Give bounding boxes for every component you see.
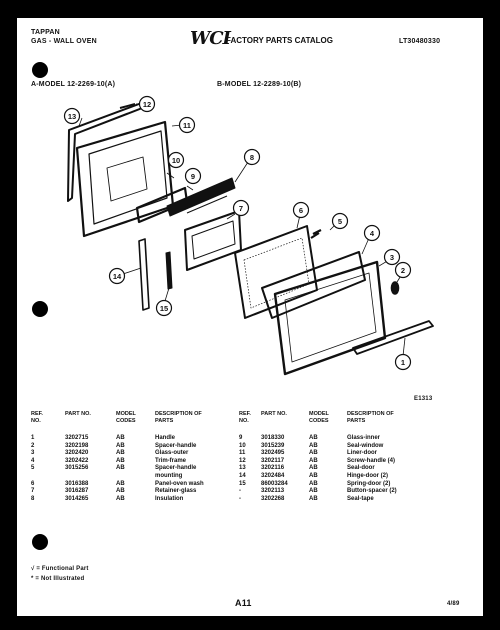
header-part-no-left: PART NO. [65,411,91,417]
catalog-title: FACTORY PARTS CATALOG [226,36,333,45]
table-cell-codes: AB [309,457,318,464]
table-cell-ref: 2 [31,442,35,449]
table-cell-desc: Trim-frame [155,457,187,464]
table-cell-ref: 12 [239,457,246,464]
table-cell-ref: 10 [239,442,246,449]
table-cell-part: 86003284 [261,480,288,487]
table-cell-desc: Seal-window [347,442,384,449]
header-part-no-right: PART NO. [261,411,287,417]
header-ref-no-left: REF. NO. [31,411,43,424]
table-cell-ref: 9 [239,435,243,441]
table-cell-ref: - [239,495,241,502]
svg-text:14: 14 [112,272,122,281]
table-cell-codes: AB [116,450,125,457]
table-cell-part: 3202116 [261,465,285,472]
svg-text:3: 3 [389,253,395,262]
table-cell-desc: Spring-door (2) [347,480,391,487]
svg-text:8: 8 [249,153,255,162]
a-model-label: A-MODEL 12-2269-10(A) [31,81,116,88]
footnote-not-illustrated: * = Not Illustrated [31,576,85,582]
svg-text:6: 6 [298,206,304,215]
table-cell-ref: 6 [31,480,35,487]
header-description-right: DESCRIPTION OF PARTS [347,411,394,424]
product-type: GAS - WALL OVEN [31,38,97,45]
part-1-handle [353,321,433,354]
callout-1 [396,355,411,370]
svg-text:10: 10 [171,156,181,165]
table-cell-codes: AB [309,495,318,502]
table-cell-part: 3014265 [65,495,89,502]
table-cell-desc: mounting [155,473,183,479]
table-cell-codes: AB [309,488,318,495]
table-cell-codes: AB [116,465,125,472]
table-cell-part: 3202495 [261,450,285,457]
svg-text:9: 9 [190,172,196,181]
table-cell-part: 3202422 [65,457,89,464]
header-model-codes-left: MODEL CODES [116,411,136,424]
callout-9 [186,169,201,184]
svg-text:4: 4 [369,229,375,238]
table-cell-ref: 5 [31,465,35,472]
binder-hole-top [32,62,48,78]
header-ref-no-right: REF. NO. [239,411,251,424]
table-cell-desc: Seal-door [347,465,375,472]
binder-hole-bottom [32,534,48,550]
table-cell-desc: Spacer-handle [155,465,197,472]
table-cell-ref: 14 [239,473,246,479]
table-cell-ref: 7 [31,488,35,495]
table-cell-desc: Seal-tape [347,495,374,502]
page-number: A11 [235,598,252,608]
table-cell-desc: Hinge-door (2) [347,473,388,479]
svg-text:5: 5 [337,217,343,226]
table-cell-part: 3015256 [65,465,89,472]
figure-id: E1313 [414,396,433,402]
table-cell-ref: 15 [239,480,246,487]
svg-text:15: 15 [159,304,169,313]
callout-5 [333,214,348,229]
table-cell-ref: 4 [31,457,35,464]
svg-text:2: 2 [400,266,406,275]
header-model-codes-right: MODEL CODES [309,411,329,424]
callout-4 [365,226,380,241]
callout-11 [180,118,195,133]
part-5-spacer [311,230,321,238]
table-cell-desc: Screw-handle (4) [347,457,396,464]
callout-2 [396,263,411,278]
table-cell-codes: AB [309,465,318,472]
catalog-page [17,18,483,616]
table-cell-ref: 8 [31,495,35,502]
part-2-spacer-handle [392,282,399,294]
callout-12 [140,97,155,112]
table-cell-desc: Glass-outer [155,450,189,457]
table-cell-codes: AB [309,442,318,449]
svg-text:12: 12 [142,100,152,109]
table-cell-desc: Spacer-handle [155,442,197,449]
table-cell-codes: AB [309,450,318,457]
table-cell-part: 3202113 [261,488,285,495]
table-cell-desc: Liner-door [347,450,377,457]
part-11-liner-door [77,122,173,236]
callout-13 [65,109,80,124]
table-cell-ref: 11 [239,450,246,457]
table-cell-codes: AB [309,435,318,441]
table-cell-desc: Handle [155,435,176,441]
svg-text:7: 7 [238,204,244,213]
svg-text:13: 13 [67,112,77,121]
svg-text:11: 11 [183,121,191,130]
table-cell-codes: AB [116,457,125,464]
table-cell-codes: AB [116,480,125,487]
table-cell-part: 3015239 [261,442,285,449]
binder-hole-middle [32,301,48,317]
part-14-hinge [139,239,149,310]
table-cell-part: 3016388 [65,480,89,487]
b-model-label: B-MODEL 12-2289-10(B) [217,81,302,88]
table-cell-ref: 13 [239,465,246,472]
table-cell-part: 3202268 [261,495,285,502]
table-cell-codes: AB [116,495,125,502]
table-cell-desc: Panel-oven wash [155,480,204,487]
callout-7 [234,201,249,216]
table-cell-codes: AB [116,488,125,495]
svg-text:1: 1 [400,358,406,367]
wci-logo: WCI [190,28,230,49]
table-cell-ref: 3 [31,450,35,457]
table-cell-desc: Retainer-glass [155,488,197,495]
part-15-spring [166,252,172,289]
table-cell-ref: - [239,488,241,495]
table-cell-part: 3202420 [65,450,89,457]
callout-8 [245,150,260,165]
part-7-retainer-glass [185,211,241,270]
table-cell-desc: Button-spacer (2) [347,488,397,495]
table-cell-codes: AB [116,435,125,441]
callout-14 [110,269,125,284]
header-description-left: DESCRIPTION OF PARTS [155,411,202,424]
table-cell-part: 3202484 [261,473,285,479]
table-cell-part: 3202715 [65,435,89,441]
table-cell-part: 3016287 [65,488,89,495]
table-cell-desc: Insulation [155,495,184,502]
brand-name: TAPPAN [31,29,60,36]
callout-10 [169,153,184,168]
revision-date: 4/89 [447,601,460,607]
footnote-functional: √ = Functional Part [31,566,89,572]
table-cell-part: 3018330 [261,435,285,441]
table-cell-desc: Glass-inner [347,435,381,441]
exploded-parts-diagram [17,18,483,408]
catalog-code: LT30480330 [399,38,441,45]
table-cell-codes: AB [116,442,125,449]
table-cell-codes: AB [309,480,318,487]
table-cell-ref: 1 [31,435,35,441]
table-cell-part: 3202117 [261,457,285,464]
callout-15 [157,301,172,316]
callout-3 [385,250,400,265]
table-cell-part: 3202198 [65,442,89,449]
table-cell-codes: AB [309,473,318,479]
callout-6 [294,203,309,218]
